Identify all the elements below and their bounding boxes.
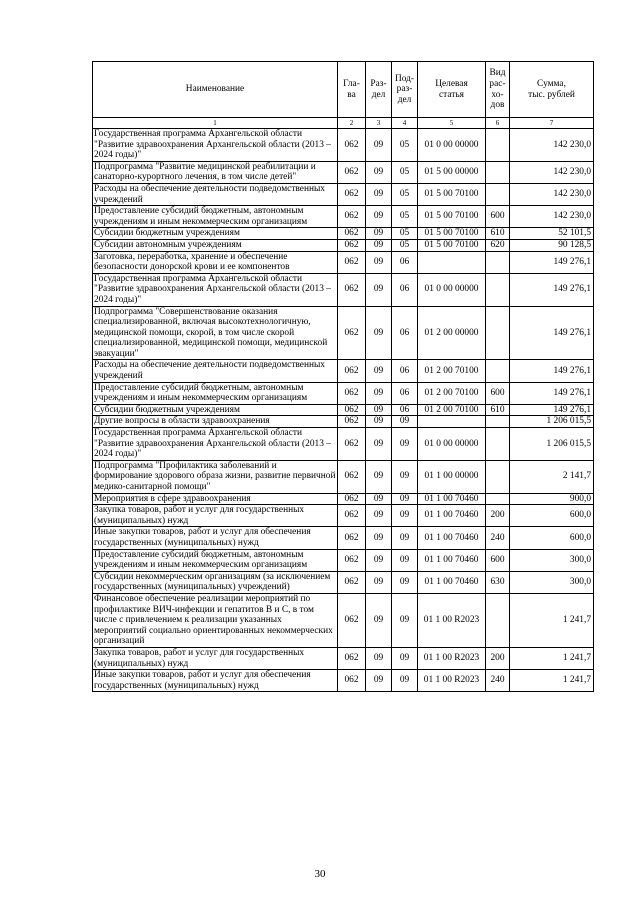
row-name: Субсидии автономным учреждениям	[93, 239, 338, 251]
row-name: Финансовое обеспечение реализации мероприятий по профилактике ВИЧ-инфекции и гепатитов B и C, в том числе с привлечением к реализации указанных мероприятий социально ориентированных некоммерческих организаций	[93, 593, 338, 647]
row-kind	[486, 428, 510, 461]
row-section: 09	[366, 206, 392, 228]
row-section: 09	[366, 273, 392, 306]
row-target: 01 1 00 70460	[418, 527, 486, 549]
row-target: 01 1 00 70460	[418, 505, 486, 527]
table-row	[93, 527, 594, 549]
row-chapter: 062	[338, 360, 366, 382]
row-kind	[486, 183, 510, 205]
row-subsection: 06	[392, 251, 418, 273]
row-amount: 149 276,1	[510, 382, 594, 404]
row-section: 09	[366, 527, 392, 549]
row-name: Мероприятия в сфере здравоохранения	[93, 493, 338, 505]
column-number: 7	[510, 118, 594, 129]
row-chapter: 062	[338, 183, 366, 205]
row-amount: 142 230,0	[510, 161, 594, 183]
row-kind: 610	[486, 228, 510, 240]
row-kind	[486, 360, 510, 382]
row-section: 09	[366, 416, 392, 428]
row-kind: 600	[486, 382, 510, 404]
row-amount: 142 230,0	[510, 183, 594, 205]
row-kind: 200	[486, 505, 510, 527]
row-amount: 2 141,7	[510, 460, 594, 493]
row-subsection: 06	[392, 382, 418, 404]
row-kind	[486, 129, 510, 162]
row-kind	[486, 460, 510, 493]
row-section: 09	[366, 571, 392, 593]
row-name: Субсидии бюджетным учреждениям	[93, 404, 338, 416]
row-subsection: 06	[392, 404, 418, 416]
row-name: Иные закупки товаров, работ и услуг для обеспечения государственных (муниципальных) нужд	[93, 670, 338, 692]
table-row	[93, 306, 594, 360]
row-chapter: 062	[338, 670, 366, 692]
row-kind	[486, 416, 510, 428]
row-chapter: 062	[338, 239, 366, 251]
column-number: 4	[392, 118, 418, 129]
row-name: Государственная программа Архангельской области "Развитие здравоохранения Архангельской области (2013 – 2024 годы)"	[93, 129, 338, 162]
row-subsection: 06	[392, 360, 418, 382]
row-target: 01 5 00 70100	[418, 239, 486, 251]
row-chapter: 062	[338, 251, 366, 273]
row-kind	[486, 273, 510, 306]
row-chapter: 062	[338, 382, 366, 404]
row-kind: 240	[486, 527, 510, 549]
row-chapter: 062	[338, 505, 366, 527]
row-amount: 149 276,1	[510, 273, 594, 306]
budget-table	[92, 61, 594, 692]
column-number: 3	[366, 118, 392, 129]
table-row	[93, 505, 594, 527]
row-subsection: 06	[392, 306, 418, 360]
row-subsection: 06	[392, 273, 418, 306]
table-row	[93, 493, 594, 505]
row-amount: 149 276,1	[510, 251, 594, 273]
row-name: Закупка товаров, работ и услуг для государственных (муниципальных) нужд	[93, 505, 338, 527]
row-subsection: 05	[392, 183, 418, 205]
row-target: 01 0 00 00000	[418, 129, 486, 162]
table-body	[93, 62, 594, 692]
header-kind: Вид рас- хо- дов	[486, 62, 510, 118]
row-amount: 142 230,0	[510, 206, 594, 228]
row-subsection: 09	[392, 593, 418, 647]
column-number: 1	[93, 118, 338, 129]
row-name: Расходы на обеспечение деятельности подведомственных учреждений	[93, 183, 338, 205]
table-row	[93, 161, 594, 183]
row-subsection: 05	[392, 228, 418, 240]
column-number-row	[93, 118, 594, 129]
header-target: Целевая статья	[418, 62, 486, 118]
row-amount: 1 206 015,5	[510, 428, 594, 461]
row-chapter: 062	[338, 493, 366, 505]
row-target: 01 2 00 00000	[418, 306, 486, 360]
row-section: 09	[366, 505, 392, 527]
table-row	[93, 382, 594, 404]
row-name: Предоставление субсидий бюджетным, автономным учреждениям и иным некоммерческим организациям	[93, 382, 338, 404]
row-name: Заготовка, переработка, хранение и обеспечение безопасности донорской крови и ее компонентов	[93, 251, 338, 273]
row-target: 01 1 00 R2023	[418, 593, 486, 647]
row-section: 09	[366, 228, 392, 240]
row-chapter: 062	[338, 404, 366, 416]
row-name: Предоставление субсидий бюджетным, автономным учреждениям и иным некоммерческим организациям	[93, 206, 338, 228]
table-row	[93, 670, 594, 692]
row-subsection: 09	[392, 527, 418, 549]
row-amount: 600,0	[510, 505, 594, 527]
row-amount: 149 276,1	[510, 306, 594, 360]
table-row	[93, 273, 594, 306]
row-amount: 52 101,5	[510, 228, 594, 240]
row-kind	[486, 493, 510, 505]
row-kind: 600	[486, 206, 510, 228]
table-row	[93, 404, 594, 416]
row-amount: 90 128,5	[510, 239, 594, 251]
row-subsection: 09	[392, 505, 418, 527]
table-row	[93, 251, 594, 273]
row-section: 09	[366, 129, 392, 162]
row-amount: 1 241,7	[510, 647, 594, 669]
table-row	[93, 129, 594, 162]
row-subsection: 09	[392, 549, 418, 571]
row-amount: 149 276,1	[510, 404, 594, 416]
row-subsection: 09	[392, 670, 418, 692]
row-subsection: 09	[392, 493, 418, 505]
row-subsection: 05	[392, 129, 418, 162]
row-section: 09	[366, 428, 392, 461]
row-name: Закупка товаров, работ и услуг для государственных (муниципальных) нужд	[93, 647, 338, 669]
row-section: 09	[366, 593, 392, 647]
row-chapter: 062	[338, 228, 366, 240]
row-chapter: 062	[338, 647, 366, 669]
table-row	[93, 228, 594, 240]
row-chapter: 062	[338, 161, 366, 183]
column-number: 6	[486, 118, 510, 129]
table-row	[93, 428, 594, 461]
row-section: 09	[366, 360, 392, 382]
row-target: 01 0 00 00000	[418, 428, 486, 461]
row-kind	[486, 161, 510, 183]
row-kind	[486, 593, 510, 647]
row-target: 01 5 00 70100	[418, 183, 486, 205]
row-chapter: 062	[338, 129, 366, 162]
header-chapter: Гла- ва	[338, 62, 366, 118]
row-kind: 200	[486, 647, 510, 669]
row-chapter: 062	[338, 428, 366, 461]
row-target: 01 0 00 00000	[418, 273, 486, 306]
row-amount: 300,0	[510, 549, 594, 571]
header-row	[93, 62, 594, 118]
row-chapter: 062	[338, 527, 366, 549]
row-section: 09	[366, 306, 392, 360]
row-name: Государственная программа Архангельской области "Развитие здравоохранения Архангельской области (2013 – 2024 годы)"	[93, 273, 338, 306]
row-amount: 1 241,7	[510, 670, 594, 692]
row-target: 01 1 00 R2023	[418, 670, 486, 692]
column-number: 2	[338, 118, 366, 129]
row-name: Субсидии бюджетным учреждениям	[93, 228, 338, 240]
table-row	[93, 460, 594, 493]
row-name: Предоставление субсидий бюджетным, автономным учреждениям и иным некоммерческим организациям	[93, 549, 338, 571]
row-target: 01 5 00 70100	[418, 228, 486, 240]
row-name: Субсидии некоммерческим организациям (за исключением государственных (муниципальных) учреждений)	[93, 571, 338, 593]
row-target: 01 5 00 00000	[418, 161, 486, 183]
row-target: 01 1 00 70460	[418, 571, 486, 593]
table-row	[93, 416, 594, 428]
row-target: 01 1 00 70460	[418, 493, 486, 505]
row-section: 09	[366, 161, 392, 183]
row-target: 01 2 00 70100	[418, 404, 486, 416]
row-target: 01 2 00 70100	[418, 360, 486, 382]
row-section: 09	[366, 549, 392, 571]
header-amount: Сумма, тыс. рублей	[510, 62, 594, 118]
row-name: Иные закупки товаров, работ и услуг для обеспечения государственных (муниципальных) нужд	[93, 527, 338, 549]
row-chapter: 062	[338, 549, 366, 571]
row-section: 09	[366, 460, 392, 493]
row-subsection: 09	[392, 647, 418, 669]
row-name: Подпрограмма "Развитие медицинской реабилитации и санаторно-курортного лечения, в том числе детей"	[93, 161, 338, 183]
row-kind: 620	[486, 239, 510, 251]
row-subsection: 05	[392, 239, 418, 251]
row-name: Расходы на обеспечение деятельности подведомственных учреждений	[93, 360, 338, 382]
table-row	[93, 183, 594, 205]
row-section: 09	[366, 670, 392, 692]
column-number: 5	[418, 118, 486, 129]
row-chapter: 062	[338, 273, 366, 306]
row-target: 01 1 00 R2023	[418, 647, 486, 669]
row-subsection: 09	[392, 460, 418, 493]
row-amount: 142 230,0	[510, 129, 594, 162]
row-name: Подпрограмма "Совершенствование оказания специализированной, включая высокотехнологичную, медицинской помощи, скорой, в том числе скорой специализированной, медицинской помощи, медицинской эвакуации"	[93, 306, 338, 360]
row-amount: 600,0	[510, 527, 594, 549]
row-subsection: 09	[392, 416, 418, 428]
header-subsection: Под- раз- дел	[392, 62, 418, 118]
header-name: Наименование	[93, 62, 338, 118]
row-chapter: 062	[338, 571, 366, 593]
row-name: Другие вопросы в области здравоохранения	[93, 416, 338, 428]
row-kind	[486, 306, 510, 360]
row-section: 09	[366, 251, 392, 273]
table-row	[93, 593, 594, 647]
row-kind: 600	[486, 549, 510, 571]
row-section: 09	[366, 382, 392, 404]
row-subsection: 09	[392, 428, 418, 461]
row-kind: 610	[486, 404, 510, 416]
table-row	[93, 647, 594, 669]
row-subsection: 05	[392, 161, 418, 183]
table-row	[93, 239, 594, 251]
row-name: Подпрограмма "Профилактика заболеваний и формирование здорового образа жизни, развитие первичной медико-санитарной помощи"	[94, 460, 336, 492]
row-amount: 149 276,1	[510, 360, 594, 382]
row-chapter: 062	[338, 416, 366, 428]
row-name: Государственная программа Архангельской области "Развитие здравоохранения Архангельской области (2013 – 2024 годы)"	[93, 428, 338, 461]
row-subsection: 05	[392, 206, 418, 228]
row-section: 09	[366, 493, 392, 505]
row-chapter: 062	[338, 206, 366, 228]
row-amount: 1 206 015,5	[510, 416, 594, 428]
row-target: 01 5 00 70100	[418, 206, 486, 228]
row-chapter: 062	[338, 460, 366, 493]
header-section: Раз- дел	[366, 62, 392, 118]
row-amount: 900,0	[510, 493, 594, 505]
row-chapter: 062	[338, 593, 366, 647]
table-row	[93, 571, 594, 593]
row-kind: 630	[486, 571, 510, 593]
row-amount: 1 241,7	[510, 593, 594, 647]
row-section: 09	[366, 183, 392, 205]
page-number: 30	[314, 868, 326, 880]
row-target	[418, 251, 486, 273]
row-section: 09	[366, 647, 392, 669]
row-amount: 300,0	[510, 571, 594, 593]
row-chapter: 062	[338, 306, 366, 360]
table-row	[93, 206, 594, 228]
row-kind: 240	[486, 670, 510, 692]
row-section: 09	[366, 239, 392, 251]
table-row	[93, 549, 594, 571]
row-kind	[486, 251, 510, 273]
row-subsection: 09	[392, 571, 418, 593]
row-target	[418, 416, 486, 428]
row-target: 01 1 00 00000	[418, 460, 486, 493]
row-target: 01 2 00 70100	[418, 382, 486, 404]
table-row	[93, 360, 594, 382]
row-target: 01 1 00 70460	[418, 549, 486, 571]
row-section: 09	[366, 404, 392, 416]
